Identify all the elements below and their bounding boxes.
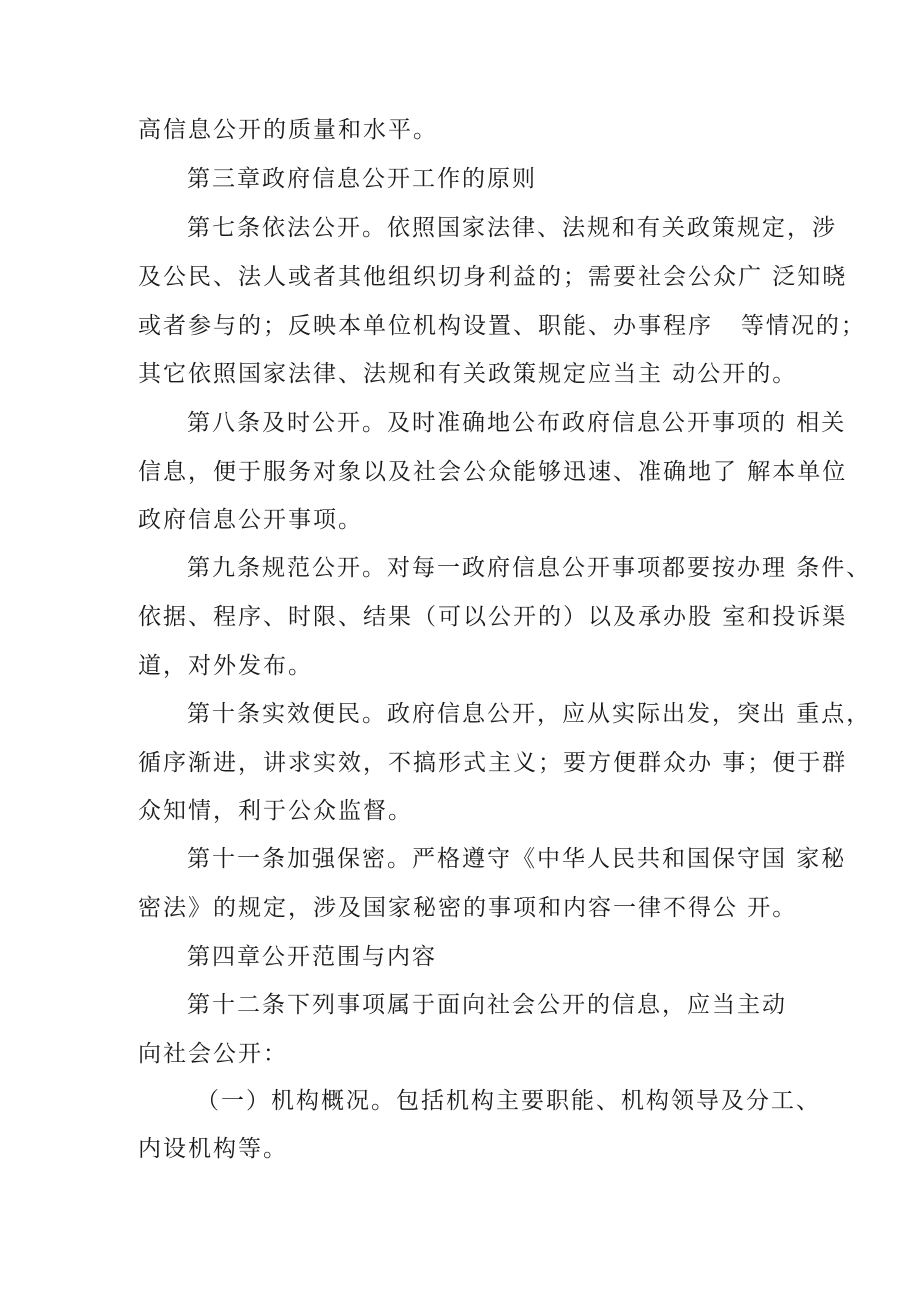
text-line: 第七条依法公开。依照国家法律、法规和有关政策规定，涉 bbox=[187, 215, 837, 241]
text-line: 循序渐进，讲求实效，不搞形式主义；要方便群众办 事；便于群 bbox=[138, 750, 848, 776]
text-line: 依据、程序、时限、结果（可以公开的）以及承办股 室和投诉渠 bbox=[138, 604, 848, 630]
text-line: 其它依照国家法律、法规和有关政策规定应当主 动公开的。 bbox=[138, 361, 798, 387]
list-item: （一）机构概况。包括机构主要职能、机构领导及分工、 bbox=[196, 1088, 821, 1114]
text-line: 向社会公开： bbox=[138, 1041, 288, 1067]
chapter-heading: 第四章公开范围与内容 bbox=[187, 944, 437, 970]
chapter-heading: 第三章政府信息公开工作的原则 bbox=[187, 166, 537, 192]
text-line: 密法》的规定，涉及国家秘密的事项和内容一律不得公 开。 bbox=[138, 895, 798, 921]
text-line: 第九条规范公开。对每一政府信息公开事项都要按办理 条件、 bbox=[187, 555, 872, 581]
text-line: 政府信息公开事项。 bbox=[138, 507, 363, 533]
text-line: 众知情，利于公众监督。 bbox=[138, 798, 413, 824]
text-line: 及公民、法人或者其他组织切身利益的；需要社会公众广 泛知晓 bbox=[138, 264, 848, 290]
text-line: 第八条及时公开。及时准确地公布政府信息公开事项的 相关 bbox=[187, 410, 847, 436]
text-line: 第十二条下列事项属于面向社会公开的信息，应当主动 bbox=[187, 992, 787, 1018]
text-line: 第十条实效便民。政府信息公开，应从实际出发，突出 重点， bbox=[187, 701, 872, 727]
text-line: 第十一条加强保密。严格遵守《中华人民共和国保守国 家秘 bbox=[187, 846, 847, 872]
text-line: 信息，便于服务对象以及社会公众能够迅速、准确地了 解本单位 bbox=[138, 459, 848, 485]
text-line: 内设机构等。 bbox=[138, 1136, 288, 1162]
text-line: 或者参与的；反映本单位机构设置、职能、办事程序 等情况的； bbox=[138, 313, 866, 339]
text-line: 道，对外发布。 bbox=[138, 653, 313, 679]
text-line: 高信息公开的质量和水平。 bbox=[138, 117, 438, 143]
